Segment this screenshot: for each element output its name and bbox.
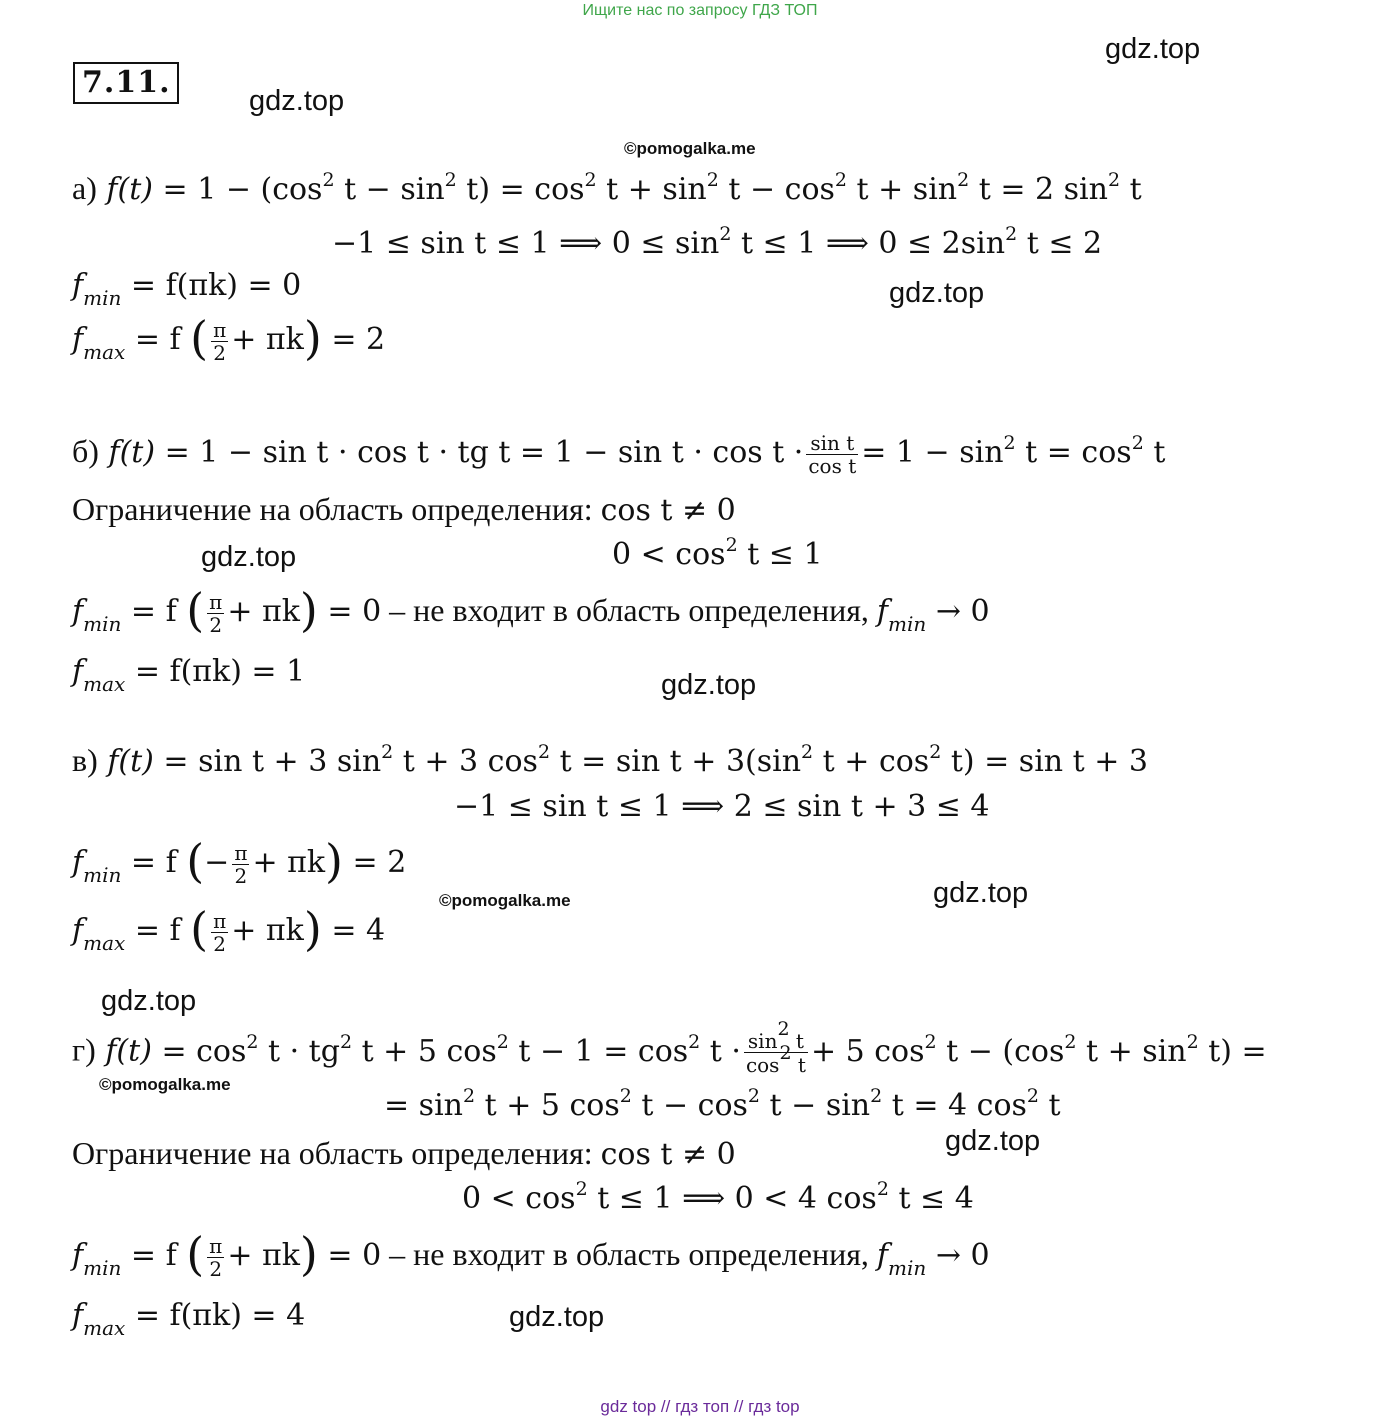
fmin-note: – не входит в область определения, <box>381 1236 877 1272</box>
function-name: f(t) <box>108 435 156 470</box>
equals-f: = f <box>125 322 191 357</box>
part-label: г) <box>72 1031 96 1068</box>
pi-over-two <box>211 910 228 955</box>
argument: + πk <box>227 1238 300 1273</box>
f-symbol: f <box>72 322 84 357</box>
subscript-max: max <box>83 1316 126 1340</box>
part-g-domain <box>72 1133 736 1175</box>
f-symbol: f <box>72 594 84 629</box>
search-hint-banner: Ищите нас по запросу ГДЗ ТОП <box>582 2 818 19</box>
sin2-over-cos2 <box>744 1018 808 1077</box>
watermark-site: gdz.top <box>945 1125 1041 1157</box>
right-paren: ) <box>325 834 343 888</box>
right-paren: ) <box>303 311 322 365</box>
fmin-value: = 0 <box>317 594 382 629</box>
frac-numerator: π <box>209 589 223 614</box>
part-g-fmax <box>72 1296 306 1340</box>
frac-numerator: π <box>213 908 227 933</box>
part-b-fmax <box>72 652 306 696</box>
f-symbol: f <box>876 594 889 629</box>
fmax-value: = 4 <box>321 913 386 948</box>
footer-links[interactable]: gdz top // гдз топ // гдз top <box>600 1397 800 1416</box>
fmin-limit: → 0 <box>926 594 990 629</box>
watermark-site: gdz.top <box>509 1301 605 1333</box>
fmin-expression: = f(πk) = 0 <box>121 268 302 303</box>
part-b-equation <box>72 431 1165 477</box>
fmax-argument: + πk <box>231 322 304 357</box>
left-paren: ( <box>186 834 205 888</box>
equation-text: = $\cos^2 t \cdot tg^2$ t + 5 $\cos^2 t - 1 = \cos^2 t$ · <box>151 1030 741 1069</box>
fmin-limit: → 0 <box>926 1238 990 1273</box>
watermark-copyright: ©pomogalka.me <box>624 139 756 158</box>
part-g-range: $0 < \cos^2 t \le 1$ ⟹ 0 < 4 $\cos^2 t \le 4$ <box>462 1178 974 1216</box>
subscript-max: max <box>83 340 126 364</box>
subscript-min: min <box>83 1256 122 1280</box>
part-b-range: $0 < \cos^2 t \le 1$ <box>612 534 823 572</box>
frac-denominator: cos t <box>808 453 857 478</box>
f-symbol: f <box>72 913 84 948</box>
argument: + πk <box>227 594 300 629</box>
pi-over-two <box>207 1235 224 1280</box>
part-b-domain <box>72 489 736 531</box>
domain-condition: cos t ≠ 0 <box>600 493 736 528</box>
frac-denominator: $\cos^2 t$ <box>745 1042 806 1077</box>
pi-over-two <box>207 591 224 636</box>
argument: + πk <box>231 913 304 948</box>
right-paren: ) <box>299 1227 318 1281</box>
sin-over-cos <box>806 432 858 477</box>
watermark-copyright: ©pomogalka.me <box>439 891 571 910</box>
frac-denominator: 2 <box>209 1256 223 1281</box>
minus-sign: − <box>204 845 230 880</box>
part-a-fmax <box>72 311 386 365</box>
equation-text: = sin t + 3 $\sin^2 t + 3$ $\cos^2 t = \sin t + 3(\sin^2$ $t + \cos^2 t) = \sin t + 3$ <box>153 741 1149 779</box>
watermark-site: gdz.top <box>201 541 297 573</box>
subscript-min: min <box>83 286 122 310</box>
f-symbol: f <box>876 1238 889 1273</box>
function-name: f(t) <box>106 172 153 207</box>
fmax-expression: = f(πk) = 1 <box>125 654 306 689</box>
right-paren: ) <box>303 902 322 956</box>
pi-over-two <box>211 319 228 364</box>
part-label: в) <box>72 742 98 778</box>
watermark-site: gdz.top <box>249 85 345 117</box>
domain-condition: cos t ≠ 0 <box>600 1137 736 1172</box>
equals-f: = f <box>121 1238 187 1273</box>
equation-text: = 1 − sin t · cos t · tg t = 1 − sin t · cos t · <box>155 435 804 470</box>
equation-text: = $1 - (\cos^2$ $t - \sin^2 t) = \cos^2 t + \sin^2 t - \cos^2 t + \sin^2 t = 2$ $\sin^2 t$ <box>152 169 1142 207</box>
problem-number: 7.11. <box>73 62 179 104</box>
frac-numerator: π <box>234 840 248 865</box>
pi-over-two <box>232 842 249 887</box>
part-v-equation <box>72 740 1148 782</box>
watermark-site: gdz.top <box>661 669 757 701</box>
argument: + πk <box>252 845 326 880</box>
frac-numerator: π <box>213 317 227 342</box>
equation-text: = $1 - \sin^2 t = \cos^2 t$ <box>861 432 1166 470</box>
fmin-value: = 0 <box>317 1238 382 1273</box>
function-name: f(t) <box>107 744 154 779</box>
f-symbol: f <box>72 845 84 880</box>
frac-denominator: 2 <box>234 863 248 888</box>
watermark-site: gdz.top <box>101 985 197 1017</box>
domain-text: Ограничение на область определения: <box>72 491 601 527</box>
part-g-fmin <box>72 1227 990 1281</box>
frac-denominator: 2 <box>209 612 223 637</box>
fmin-note: – не входит в область определения, <box>381 592 877 628</box>
right-paren: ) <box>299 583 318 637</box>
part-g-equation <box>72 1018 1267 1077</box>
watermark-site: gdz.top <box>1105 33 1201 65</box>
left-paren: ( <box>186 583 205 637</box>
f-symbol: f <box>72 1298 84 1333</box>
watermark-copyright: ©pomogalka.me <box>99 1075 231 1094</box>
part-label: б) <box>72 433 99 469</box>
f-symbol: f <box>72 268 84 303</box>
function-name: f(t) <box>105 1033 152 1069</box>
part-b-fmin <box>72 583 990 637</box>
subscript-min: min <box>83 612 122 636</box>
f-symbol: f <box>72 1238 84 1273</box>
f-symbol: f <box>72 654 84 689</box>
frac-numerator: π <box>209 1233 223 1258</box>
left-paren: ( <box>190 311 209 365</box>
subscript-max: max <box>83 672 126 696</box>
equation-text: + 5 $\cos^2 t - (\cos^2$ $t + \sin^2 t$) = <box>810 1030 1267 1069</box>
domain-text: Ограничение на область определения: <box>72 1135 601 1171</box>
left-paren: ( <box>186 1227 205 1281</box>
frac-numerator: $\sin^2 t$ <box>744 1029 808 1053</box>
left-paren: ( <box>190 902 209 956</box>
part-a-range: −1 ≤ sin t ≤ 1 ⟹ $0 \le \sin^2 t \le 1$ ⟹ $0 \le 2\sin^2$ t ≤ 2 <box>332 223 1103 261</box>
part-v-fmax <box>72 902 386 956</box>
subscript-min: min <box>83 863 122 887</box>
subscript-min: min <box>888 1256 927 1280</box>
part-a-equation <box>72 168 1142 210</box>
part-v-range: −1 ≤ sin t ≤ 1 ⟹ 2 ≤ sin t + 3 ≤ 4 <box>454 789 990 824</box>
part-v-fmin <box>72 834 407 888</box>
fmax-value: = 2 <box>321 322 386 357</box>
frac-numerator: sin t <box>806 432 858 455</box>
frac-denominator: 2 <box>213 931 227 956</box>
watermark-site: gdz.top <box>933 877 1029 909</box>
watermark-site: gdz.top <box>889 277 985 309</box>
equals-f: = f <box>121 594 187 629</box>
equals-f: = f <box>125 913 191 948</box>
subscript-max: max <box>83 931 126 955</box>
part-a-fmin <box>72 266 302 310</box>
part-g-equation-line2: = $\sin^2 t + 5$ $\cos^2 t - \cos^2 t - \sin^2 t = 4$ $\cos^2 t$ <box>384 1085 1061 1123</box>
subscript-min: min <box>888 612 927 636</box>
part-label: а) <box>72 170 97 206</box>
frac-denominator: 2 <box>213 340 227 365</box>
fmax-expression: = f(πk) = 4 <box>125 1298 306 1333</box>
equals-f: = f <box>121 845 187 880</box>
fmin-value: = 2 <box>343 845 407 880</box>
